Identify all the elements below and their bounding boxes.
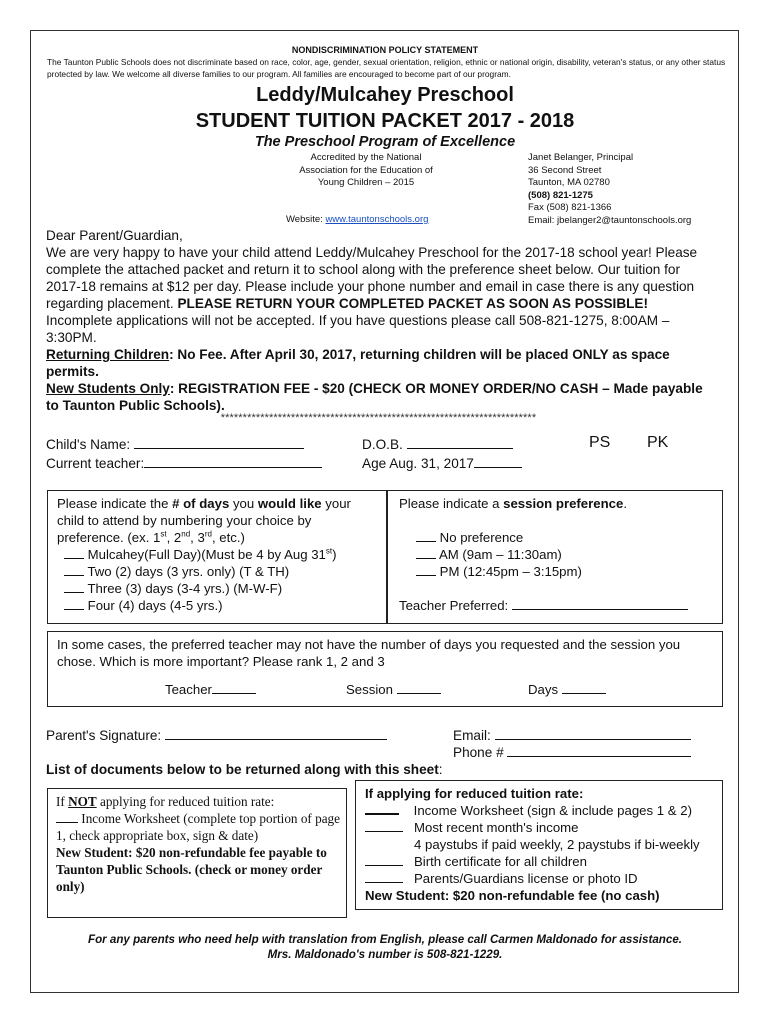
email-address: Email: jbelanger2@tauntonschools.org: [528, 214, 692, 226]
parent-email-field[interactable]: Email:: [453, 728, 691, 743]
pk-option[interactable]: PK: [647, 434, 669, 451]
documents-heading: List of documents below to be returned along with this sheet:: [46, 762, 443, 777]
packet-title: STUDENT TUITION PACKET 2017 - 2018: [195, 110, 575, 132]
contact-paragraph: Incomplete applications will not be accepted. If you have questions please call 508-821-1275, 8:00AM – 3:30PM.: [46, 313, 670, 345]
not-reduced-fee-note: New Student: $20 non-refundable fee payable to Taunton Public Schools. (check or money order only): [56, 845, 327, 894]
nondiscrimination-text: The Taunton Public Schools does not discriminate based on race, color, age, gender, sexual orientation, religion, ethnic or national origin, disability, veteran's status, or any other status protected by law. We welcome all diverse families to our program. All families are encouraged to become part of our program.: [47, 57, 726, 79]
current-teacher-field[interactable]: Current teacher:: [46, 456, 322, 471]
returning-children-note: Returning Children: No Fee. After April 30, 2017, returning children will be placed ONLY as space permits.: [46, 347, 670, 379]
days-preference-box: [47, 490, 387, 624]
option-mulcahey-full-day[interactable]: Mulcahey(Full Day)(Must be 4 by Aug 31st): [64, 546, 337, 563]
reduced-item-monthly-income[interactable]: Most recent month's income: [365, 819, 579, 836]
dob-field[interactable]: D.O.B.: [362, 437, 513, 452]
street-address: 36 Second Street: [528, 164, 602, 176]
ps-option[interactable]: PS: [589, 434, 611, 451]
fax-number: Fax (508) 821-1366: [528, 202, 612, 213]
option-no-preference[interactable]: No preference: [416, 529, 523, 546]
website-link[interactable]: www.tauntonschools.org: [325, 214, 429, 225]
website-line: [286, 214, 428, 225]
separator-stars: ************************************************************************: [220, 412, 537, 424]
not-reduced-heading: If NOT applying for reduced tuition rate:: [56, 794, 275, 809]
option-am-session[interactable]: AM (9am – 11:30am): [416, 546, 562, 563]
accreditation-note: Accredited by the National Association for the Education of Young Children – 2015: [299, 152, 433, 188]
rank-priorities-box: [47, 631, 723, 707]
reduced-fee-note: New Student: $20 non-refundable fee (no cash): [365, 888, 660, 903]
return-packet-notice: PLEASE RETURN YOUR COMPLETED PACKET AS SOON AS POSSIBLE!: [177, 296, 649, 311]
option-four-days[interactable]: Four (4) days (4-5 yrs.): [64, 597, 223, 614]
child-name-field[interactable]: Child's Name:: [46, 437, 304, 452]
reduced-item-birth-certificate[interactable]: Birth certificate for all children: [365, 853, 587, 870]
not-reduced-worksheet-item[interactable]: Income Worksheet (complete top portion of page 1, check appropriate box, sign & date): [56, 811, 340, 843]
translator-phone-note: Mrs. Maldonado's number is 508-821-1229.: [267, 948, 503, 961]
city-address: Taunton, MA 02780: [528, 177, 610, 188]
reduced-item-photo-id[interactable]: Parents/Guardians license or photo ID: [365, 870, 638, 887]
nondiscrimination-title: NONDISCRIMINATION POLICY STATEMENT: [291, 45, 479, 55]
rank-days-field[interactable]: Days: [528, 681, 606, 698]
rank-session-field[interactable]: Session: [346, 681, 441, 698]
parent-phone-field[interactable]: Phone #: [453, 745, 691, 760]
phone-number: (508) 821-1275: [528, 189, 593, 201]
program-tagline: The Preschool Program of Excellence: [254, 134, 516, 150]
reduced-heading: If applying for reduced tuition rate:: [365, 786, 584, 801]
website-label: Website:: [286, 214, 326, 225]
new-students-note: New Students Only: REGISTRATION FEE - $20 (CHECK OR MONEY ORDER/NO CASH – Made payable to Taunton Public Schools).: [46, 381, 703, 413]
reduced-tuition-box: [355, 780, 723, 910]
school-name: Leddy/Mulcahey Preschool: [256, 84, 514, 106]
rank-teacher-field[interactable]: Teacher: [165, 681, 256, 698]
rank-instructions: In some cases, the preferred teacher may not have the number of days you requested and the session you chose. Which is more important? Please rank 1, 2 and 3: [57, 637, 681, 669]
age-field[interactable]: Age Aug. 31, 2017: [362, 456, 522, 471]
contact-block: [528, 152, 691, 227]
option-pm-session[interactable]: PM (12:45pm – 3:15pm): [416, 563, 582, 580]
principal-name: Janet Belanger, Principal: [528, 152, 634, 163]
session-instructions: Please indicate a session preference.: [399, 496, 627, 511]
teacher-preferred-field[interactable]: Teacher Preferred:: [399, 597, 688, 614]
reduced-item-income-worksheet[interactable]: Income Worksheet (sign & include pages 1 & 2): [365, 802, 692, 819]
not-reduced-tuition-box: [47, 788, 347, 918]
days-instructions: Please indicate the # of days you would like your child to attend by numbering your choice by preference. (ex. 1st, 2nd, 3rd, etc.): [57, 496, 351, 545]
translation-help-note: For any parents who need help with translation from English, please call Carmen Maldonado for assistance.: [88, 933, 682, 946]
session-preference-box: [387, 490, 723, 624]
letter-body: [46, 227, 711, 414]
option-three-days[interactable]: Three (3) days (3-4 yrs.) (M-W-F): [64, 580, 282, 597]
parent-signature-field[interactable]: Parent's Signature:: [46, 728, 387, 743]
option-two-days[interactable]: Two (2) days (3 yrs. only) (T & TH): [64, 563, 289, 580]
letter-paragraph: We are very happy to have your child attend Leddy/Mulcahey Preschool for the 2017-18 school year! Please complete the attached packet and return it to school along with the preference sheet below. Our tuition for 2017-18 remains at $12 per day. Please include your phone number and email in case there is any question regarding placement. PLEASE RETURN YOUR COMPLETED PACKET AS SOON AS POSSIBLE!: [46, 245, 698, 311]
reduced-item-paystubs[interactable]: 4 paystubs if paid weekly, 2 paystubs if bi-weekly: [414, 837, 700, 852]
greeting: Dear Parent/Guardian,: [46, 228, 183, 243]
